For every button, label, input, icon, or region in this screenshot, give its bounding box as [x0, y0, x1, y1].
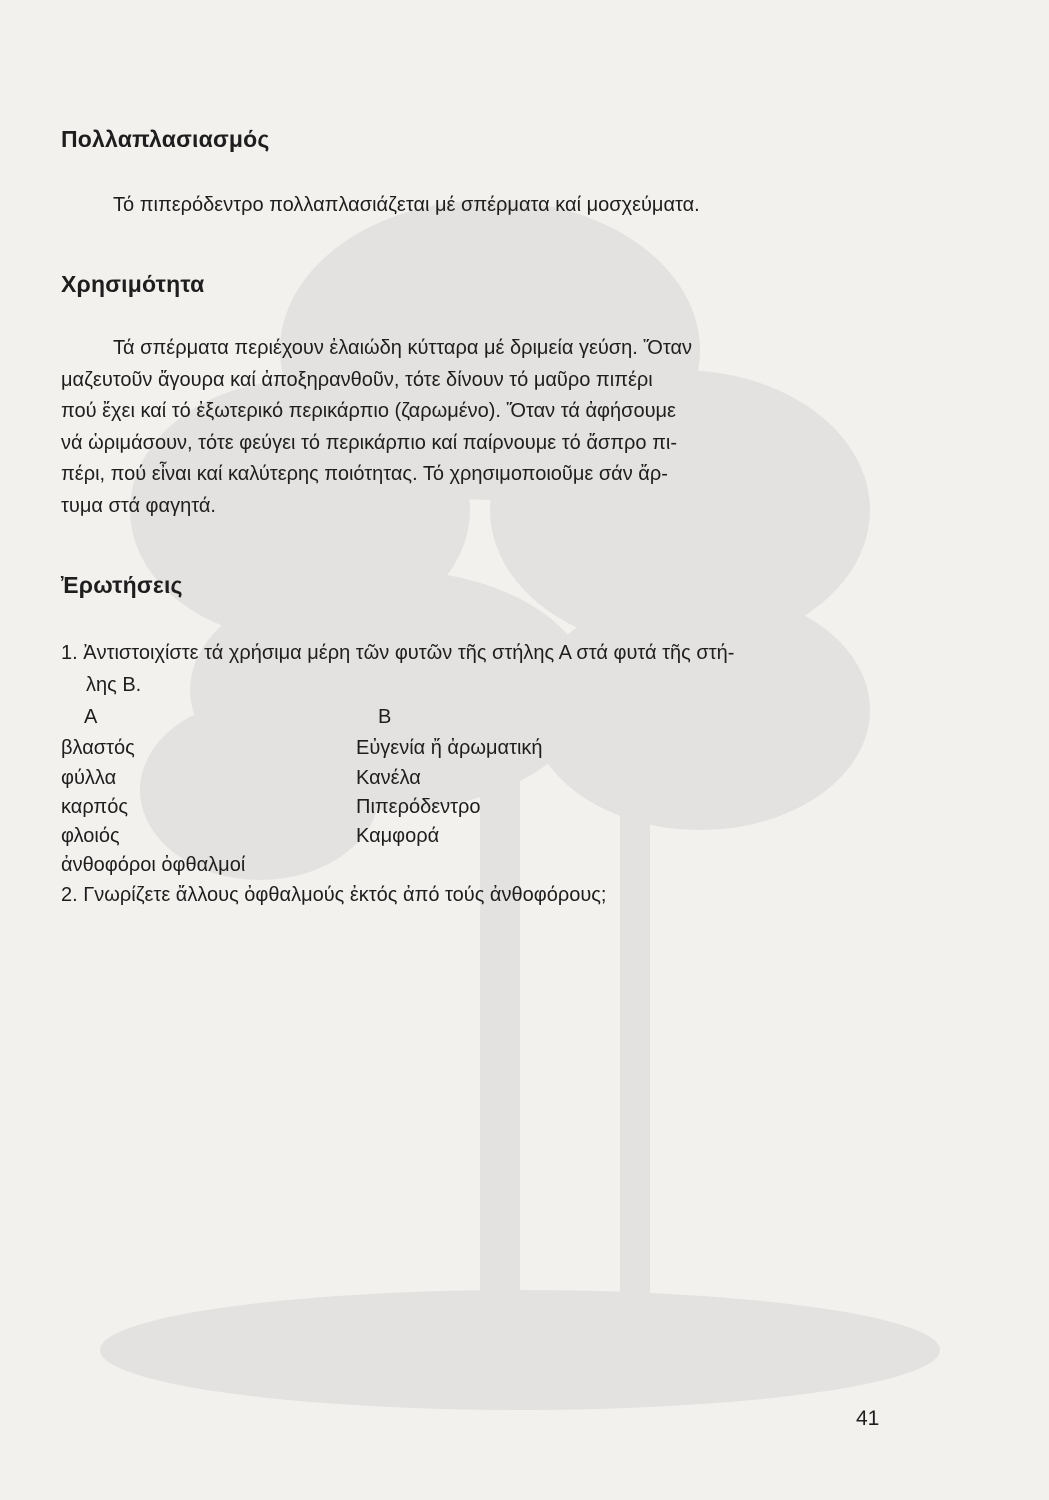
column-a-item: ἀνθοφόροι ὀφθαλμοί — [61, 854, 246, 876]
column-a-item: φλοιός — [61, 825, 120, 847]
usefulness-line: μαζευτοῦν ἄγουρα καί ἀποξηρανθοῦν, τότε δίνουν τό μαῦρο πιπέρι — [61, 368, 653, 391]
column-b-item: Πιπερόδεντρο — [356, 796, 481, 818]
column-a-header: Α — [84, 706, 98, 728]
question-1-line-1: 1. Ἀντιστοιχίστε τά χρήσιμα μέρη τῶν φυτῶν τῆς στήλης Α στά φυτά τῆς στή- — [61, 642, 735, 664]
usefulness-line: τυμα στά φαγητά. — [61, 494, 216, 517]
usefulness-line: Τά σπέρματα περιέχουν ἐλαιώδη κύτταρα μέ δριμεία γεύση. Ὅταν — [113, 337, 693, 359]
propagation-text: Τό πιπερόδεντρο πολλαπλασιάζεται μέ σπέρματα καί μοσχεύματα. — [113, 194, 700, 216]
column-a-item: βλαστός — [61, 737, 135, 759]
usefulness-line: πού ἔχει καί τό ἐξωτερικό περικάρπιο (ζαρωμένο). Ὅταν τά ἀφήσουμε — [61, 400, 676, 422]
question-1-line-2: λης Β. — [86, 674, 142, 696]
usefulness-paragraph — [61, 333, 891, 522]
column-a-item: φύλλα — [61, 767, 117, 789]
questions-heading: Ἐρωτήσεις — [61, 572, 183, 598]
usefulness-line: πέρι, πού εἶναι καί καλύτερης ποιότητας. Τό χρησιμοποιοῦμε σάν ἄρ- — [61, 463, 668, 485]
question-2: 2. Γνωρίζετε ἄλλους ὀφθαλμούς ἐκτός ἀπό τούς ἀνθοφόρους; — [61, 884, 607, 906]
column-b-item: Καμφορά — [356, 825, 440, 847]
column-b-header: Β — [378, 706, 392, 728]
column-b-item: Κανέλα — [356, 767, 421, 789]
usefulness-heading: Χρησιμότητα — [61, 271, 205, 297]
column-a-item: καρπός — [61, 796, 128, 818]
propagation-heading: Πολλαπλασιασμός — [61, 126, 270, 152]
usefulness-line: νά ὡριμάσουν, τότε φεύγει τό περικάρπιο καί παίρνουμε τό ἄσπρο πι- — [61, 431, 677, 454]
column-b-item: Εὐγενία ἤ ἀρωματική — [356, 737, 543, 759]
page-number: 41 — [856, 1407, 880, 1430]
